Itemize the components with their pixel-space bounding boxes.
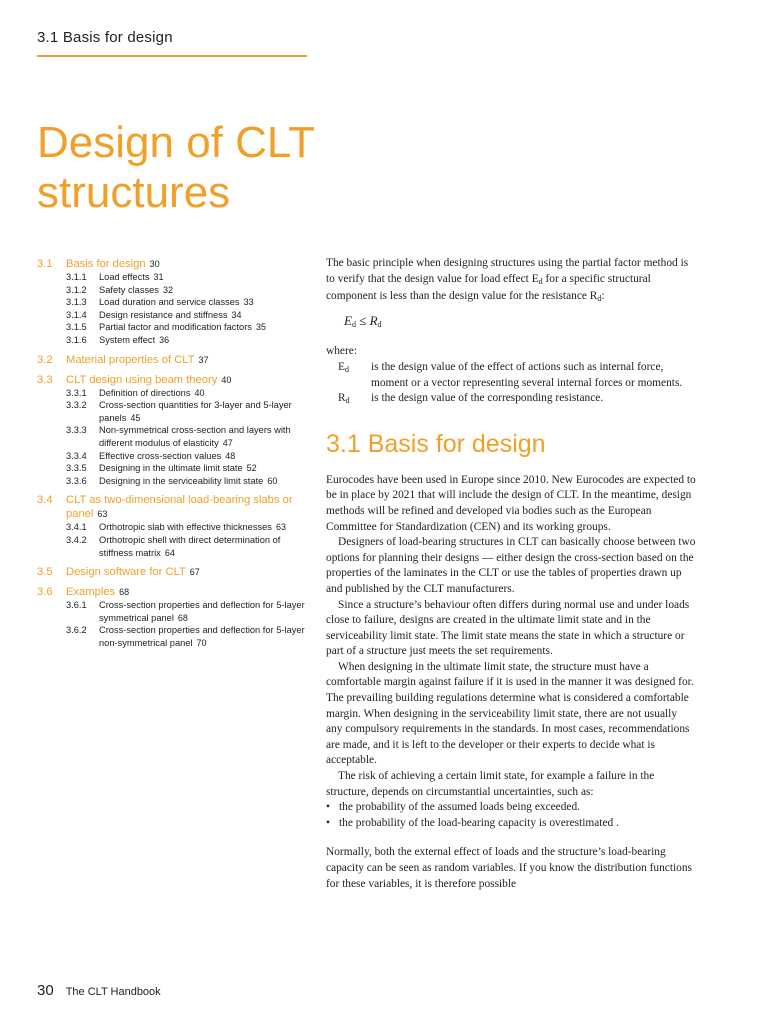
formula-rhs: R (369, 312, 378, 328)
toc-number: 3.1.4 (66, 309, 87, 320)
toc-number: 3.3.4 (66, 450, 87, 461)
formula-rhs-sub: d (377, 319, 382, 329)
toc-number: 3.4 (37, 494, 53, 507)
running-header (37, 29, 307, 57)
chapter-title (37, 118, 397, 218)
toc-number: 3.3.5 (66, 463, 87, 474)
toc-subentry[interactable] (37, 624, 312, 649)
bullet-icon: • (326, 816, 330, 829)
toc-page: 47 (222, 437, 233, 448)
running-header-title: 3.1 Basis for design (37, 29, 173, 46)
bullet-icon: • (326, 801, 330, 814)
toc-entry[interactable] (37, 493, 312, 521)
toc-subentry[interactable] (37, 309, 312, 322)
toc-label: Definition of directions 40 (99, 387, 205, 398)
body-paragraph: Eurocodes have been used in Europe since 2010. New Eurocodes are expected to be in place by 2021 that will include the design of CLT. In the meantime, design methods will be refined and developed via bodies such as the European Committee for Standardization (CEN) and its working groups. (326, 473, 696, 533)
bullet-item (326, 800, 696, 816)
main-text-column (326, 256, 696, 892)
toc-page: 34 (231, 309, 242, 320)
toc-subentry[interactable] (37, 334, 312, 347)
section-heading: 3.1 Basis for design (326, 429, 546, 458)
book-title: The CLT Handbook (65, 986, 161, 998)
where-label: where: (326, 345, 357, 358)
toc-label: Load duration and service classes 33 (99, 297, 254, 308)
intro-sub-d: d (538, 276, 543, 286)
toc-page: 64 (164, 547, 175, 558)
toc-label: Examples 68 (66, 586, 130, 599)
toc-section (37, 585, 312, 649)
body-paragraph: When designing in the ultimate limit state, the structure must have a comfortable margin against failure if it is used in the manner it was designed for. The prevailing building regulations determine what is considered a comfortable margin. When designing in the serviceability limit state, there are not usually any compulsory requirements in the standards. In most cases, recommendations are made, and it is left to the developer or their experts to decide what is acceptable. (326, 660, 694, 767)
toc-label: CLT design using beam theory 40 (66, 373, 232, 386)
chapter-title-line2: structures (37, 168, 231, 217)
toc-label: Design software for CLT 67 (66, 566, 200, 579)
toc-entry[interactable] (37, 585, 312, 599)
toc-number: 3.3.2 (66, 400, 87, 411)
toc-number: 3.1.5 (66, 322, 87, 333)
where-definition: is the design value of the corresponding resistance. (371, 392, 604, 405)
intro-paragraph (326, 256, 696, 307)
page-footer (37, 982, 161, 999)
toc-number: 3.6.1 (66, 600, 87, 611)
toc-label: Designing in the ultimate limit state 52 (99, 463, 257, 474)
toc-number: 3.3.6 (66, 475, 87, 486)
toc-number: 3.5 (37, 566, 53, 579)
formula-operator: ≤ (355, 312, 370, 328)
toc-page: 68 (119, 587, 130, 598)
intro-text-a: The basic principle when designing structures using the partial factor method is to verify that the design value for load effect E (326, 257, 689, 285)
toc-subentry[interactable] (37, 271, 312, 284)
toc-section (37, 565, 312, 579)
toc-subentry[interactable] (37, 462, 312, 475)
body-paragraph: The risk of achieving a certain limit state, for example a failure in the structure, depends on circumstantial uncertainties, such as: (326, 770, 655, 798)
toc-label: Material properties of CLT 37 (66, 353, 209, 366)
header-rule (37, 55, 307, 57)
toc-number: 3.3.3 (66, 425, 87, 436)
toc-section (37, 373, 312, 488)
toc-section (37, 493, 312, 559)
toc-number: 3.1.1 (66, 272, 87, 282)
toc-label: Load effects 31 (99, 272, 164, 282)
design-formula (344, 313, 696, 333)
toc-section (37, 257, 312, 347)
body-paragraph: Since a structure’s behaviour often differs during normal use and under loads close to failure, designs are created in the ultimate limit state and in the serviceability limit state. The limit state means the state in which a structure or part of a structure just meets the set requirements. (326, 598, 690, 658)
toc-page: 68 (177, 612, 188, 623)
where-item-ed (326, 360, 696, 391)
toc-subentry[interactable] (37, 387, 312, 400)
toc-label: Safety classes 32 (99, 284, 173, 295)
toc-label: Designing in the serviceability limit state 60 (99, 475, 278, 486)
toc-page: 70 (196, 637, 207, 648)
toc-subentry[interactable] (37, 284, 312, 297)
toc-page: 48 (225, 450, 236, 461)
toc-label: Effective cross-section values 48 (99, 450, 236, 461)
toc-entry[interactable] (37, 565, 312, 579)
toc-subentry[interactable] (37, 424, 312, 449)
toc-page: 40 (221, 374, 232, 385)
toc-page: 40 (194, 387, 205, 398)
intro-text-b: for a specific structural component is less than the design value for the resistance R (326, 272, 651, 303)
toc-number: 3.2 (37, 353, 53, 366)
toc-label: Partial factor and modification factors 35 (99, 322, 266, 333)
bullet-item (326, 816, 696, 832)
toc-label: System effect 36 (99, 334, 170, 345)
toc-label: CLT as two-dimensional load-bearing slabs or panel 63 (66, 494, 293, 521)
toc-subentry[interactable] (37, 321, 312, 334)
toc-label: Orthotropic shell with direct determination of stiffness matrix 64 (99, 534, 281, 558)
toc-section (37, 353, 312, 367)
toc-number: 3.1.3 (66, 297, 87, 308)
intro-text-c: : (601, 290, 605, 303)
toc-page: 31 (153, 272, 164, 282)
toc-number: 3.6.2 (66, 625, 87, 636)
toc-number: 3.4.2 (66, 534, 87, 545)
toc-label: Orthotropic slab with effective thicknesses 63 (99, 522, 286, 533)
toc-number: 3.1.2 (66, 284, 87, 295)
toc-label: Non-symmetrical cross-section and layers with different modulus of elasticity 47 (99, 425, 291, 448)
toc-page: 63 (97, 509, 108, 520)
toc-page: 33 (243, 297, 254, 308)
toc-page: 36 (159, 334, 170, 345)
toc-label: Basis for design 30 (66, 258, 160, 270)
toc-subentry[interactable] (37, 599, 312, 624)
toc-page: 52 (246, 463, 257, 474)
toc-subentry[interactable] (37, 296, 312, 309)
toc-page: 63 (275, 522, 286, 533)
toc-label: Cross-section properties and deflection for 5-layer non-symmetrical panel 70 (99, 625, 305, 648)
toc-label: Cross-section quantities for 3-layer and 5-layer panels 45 (99, 400, 292, 423)
formula-lhs: E (344, 312, 352, 328)
toc-label: Design resistance and stiffness 34 (99, 309, 242, 320)
toc-page: 32 (162, 284, 173, 295)
toc-subentry[interactable] (37, 534, 312, 559)
toc-number: 3.3.1 (66, 387, 87, 398)
bullet-text: the probability of the load-bearing capacity is overestimated . (339, 816, 619, 829)
toc-entry[interactable] (37, 257, 312, 271)
toc-subentry[interactable] (37, 450, 312, 463)
body-paragraph: Normally, both the external effect of loads and the structure’s load-bearing capacity can be seen as random variables. If you know the distribution functions for these variables, it is therefore possible (326, 846, 692, 890)
toc-number: 3.4.1 (66, 522, 87, 533)
intro-sub-d2: d (597, 294, 602, 304)
toc-subentry[interactable] (37, 521, 312, 534)
toc-page: 30 (149, 259, 160, 269)
chapter-title-line1: Design of CLT (37, 118, 315, 167)
body-paragraph: Designers of load-bearing structures in CLT can basically choose between two options for planning their designs — either design the cross-section based on the properties of the laminates in the CLT or use the tables of properties drawn up and published by the CLT manufacturers. (326, 536, 696, 595)
toc-page: 37 (198, 354, 209, 365)
toc-subentry[interactable] (37, 475, 312, 488)
toc-page: 67 (189, 567, 200, 578)
where-item-rd (326, 391, 696, 409)
toc-entry[interactable] (37, 373, 312, 387)
where-symbol: $R_d$ (338, 392, 350, 406)
toc-subentry[interactable] (37, 399, 312, 424)
formula-lhs-sub: d (351, 319, 356, 329)
table-of-contents (37, 257, 312, 655)
bullet-text: the probability of the assumed loads being exceeded. (339, 801, 581, 814)
where-symbol: $E_d$ (338, 360, 349, 374)
toc-entry[interactable] (37, 353, 312, 367)
toc-number: 3.6 (37, 586, 53, 599)
toc-number: 3.3 (37, 373, 53, 386)
toc-page: 60 (267, 475, 278, 486)
where-definition: is the design value of the effect of actions such as internal force, moment or a vector representing several internal forces or moments. (371, 360, 683, 389)
toc-number: 3.1 (37, 258, 53, 270)
toc-number: 3.1.6 (66, 334, 87, 345)
toc-page: 35 (255, 322, 266, 333)
toc-label: Cross-section properties and deflection for 5-layer symmetrical panel 68 (99, 600, 305, 623)
toc-page: 45 (130, 412, 141, 423)
page-number: 30 (37, 982, 54, 999)
